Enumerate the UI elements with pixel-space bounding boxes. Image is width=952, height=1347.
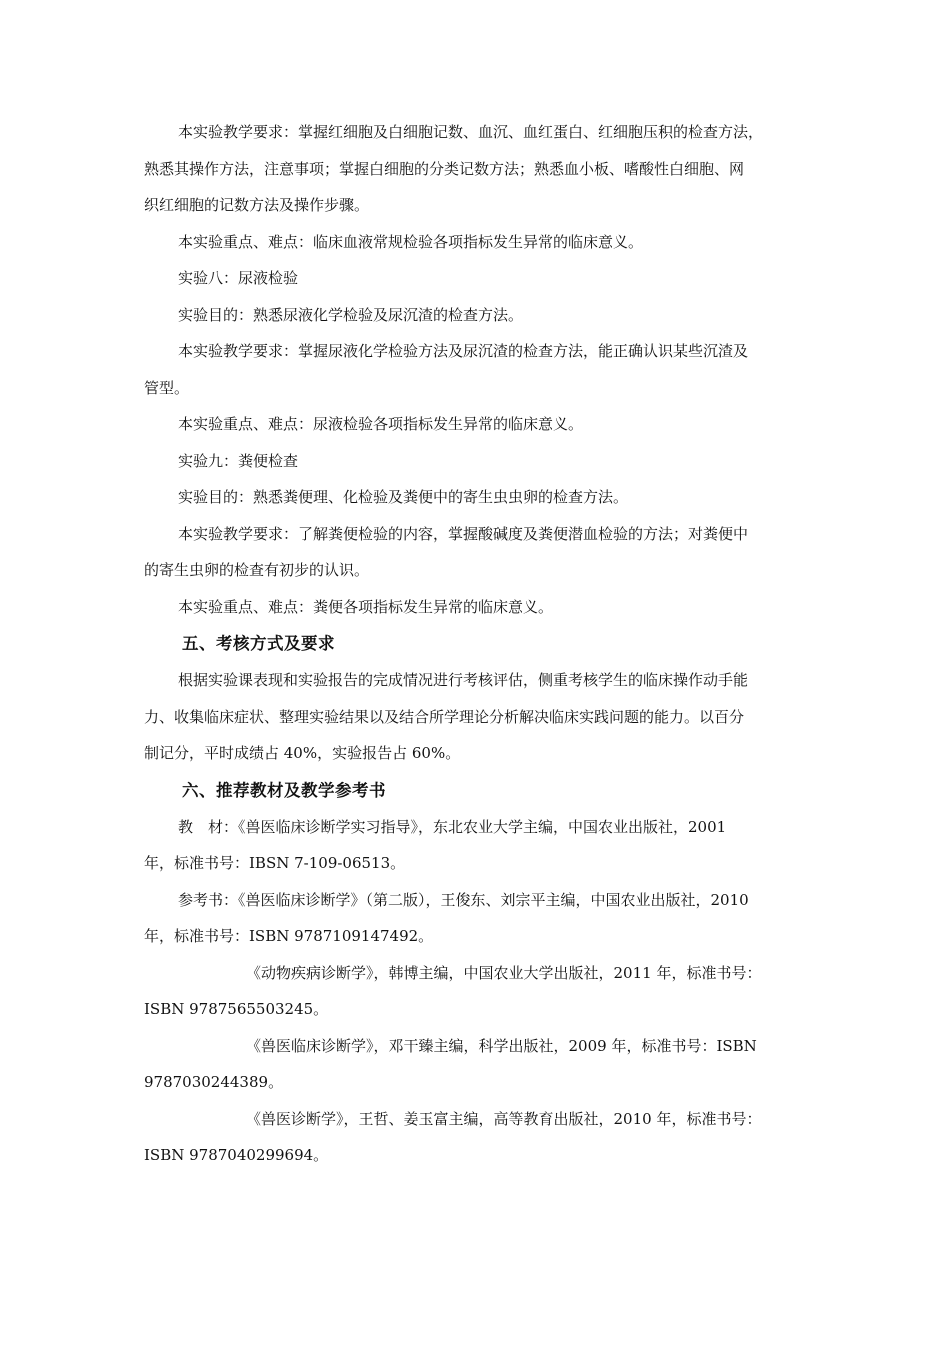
text-line: 年，标准书号：IBSN 7-109-06513。 <box>144 854 406 872</box>
paragraph-blood-key-points <box>144 224 810 261</box>
paragraph-feces-key-points <box>144 589 810 626</box>
text-line: 实验目的：熟悉粪便理、化检验及粪便中的寄生虫虫卵的检查方法。 <box>178 488 629 506</box>
text-line: 本实验教学要求：掌握红细胞及白细胞记数、血沉、血红蛋白、红细胞压积的检查方法， <box>178 123 764 141</box>
text-line: 织红细胞的记数方法及操作步骤。 <box>144 196 370 214</box>
reference-entry <box>144 882 810 955</box>
text-line: 参考书：《兽医临床诊断学》（第二版），王俊东、刘宗平主编，中国农业出版社，2010 <box>178 890 749 909</box>
experiment-9-title <box>144 443 810 480</box>
text-line: 年，标准书号：ISBN 9787109147492。 <box>144 927 434 945</box>
text-line: 本实验教学要求：掌握尿液化学检验方法及尿沉渣的检查方法，能正确认识某些沉渣及 <box>178 342 749 360</box>
text-line: ISBN 9787040299694。 <box>144 1146 329 1164</box>
text-line: 实验九：粪便检查 <box>178 451 299 470</box>
paragraph-feces-purpose <box>144 479 810 516</box>
text-line: 实验目的：熟悉尿液化学检验及尿沉渣的检查方法。 <box>178 305 524 324</box>
text-line: 《动物疾病诊断学》，韩博主编，中国农业大学出版社，2011 年，标准书号： <box>246 963 762 982</box>
reference-entry <box>144 1028 810 1101</box>
text-line: 熟悉其操作方法，注意事项；掌握白细胞的分类记数方法；熟悉血小板、嗜酸性白细胞、网 <box>144 159 745 178</box>
text-line: 力、收集临床症状、整理实验结果以及结合所学理论分析解决临床实践问题的能力。以百分 <box>144 707 745 726</box>
text-line: 本实验重点、难点：粪便各项指标发生异常的临床意义。 <box>178 597 554 616</box>
text-line: 根据实验课表现和实验报告的完成情况进行考核评估，侧重考核学生的临床操作动手能 <box>178 671 749 689</box>
paragraph-blood-requirements <box>144 114 810 224</box>
text-line: 制记分，平时成绩占 40%，实验报告占 60%。 <box>144 744 461 762</box>
section-6-heading: 六、推荐教材及教学参考书 <box>182 780 386 800</box>
reference-entry <box>144 1101 810 1174</box>
text-line: 教 材：《兽医临床诊断学实习指导》，东北农业大学主编，中国农业出版社，2001 <box>178 817 727 836</box>
reference-entry <box>144 955 810 1028</box>
paragraph-urine-purpose <box>144 297 810 334</box>
text-line: 本实验重点、难点：尿液检验各项指标发生异常的临床意义。 <box>178 415 584 433</box>
text-line: 本实验重点、难点：临床血液常规检验各项指标发生异常的临床意义。 <box>178 232 644 251</box>
paragraph-assessment <box>144 662 810 772</box>
textbook-entry <box>144 809 810 882</box>
text-line: 管型。 <box>144 378 190 397</box>
text-line: 的寄生虫卵的检查有初步的认识。 <box>144 561 370 579</box>
experiment-8-title <box>144 260 810 297</box>
text-line: 本实验教学要求：了解粪便检验的内容，掌握酸碱度及粪便潜血检验的方法；对粪便中 <box>178 524 749 543</box>
text-line: ISBN 9787565503245。 <box>144 1000 329 1018</box>
paragraph-feces-requirements <box>144 516 810 589</box>
paragraph-urine-requirements <box>144 333 810 406</box>
document-body <box>144 114 810 1174</box>
text-line: 9787030244389。 <box>144 1073 284 1091</box>
paragraph-urine-key-points <box>144 406 810 443</box>
text-line: 《兽医临床诊断学》，邓干臻主编，科学出版社，2009 年，标准书号：ISBN <box>246 1036 757 1055</box>
text-line: 《兽医诊断学》，王哲、姜玉富主编，高等教育出版社，2010 年，标准书号： <box>246 1109 762 1128</box>
section-5-heading: 五、考核方式及要求 <box>182 634 335 653</box>
text-line: 实验八：尿液检验 <box>178 269 299 287</box>
